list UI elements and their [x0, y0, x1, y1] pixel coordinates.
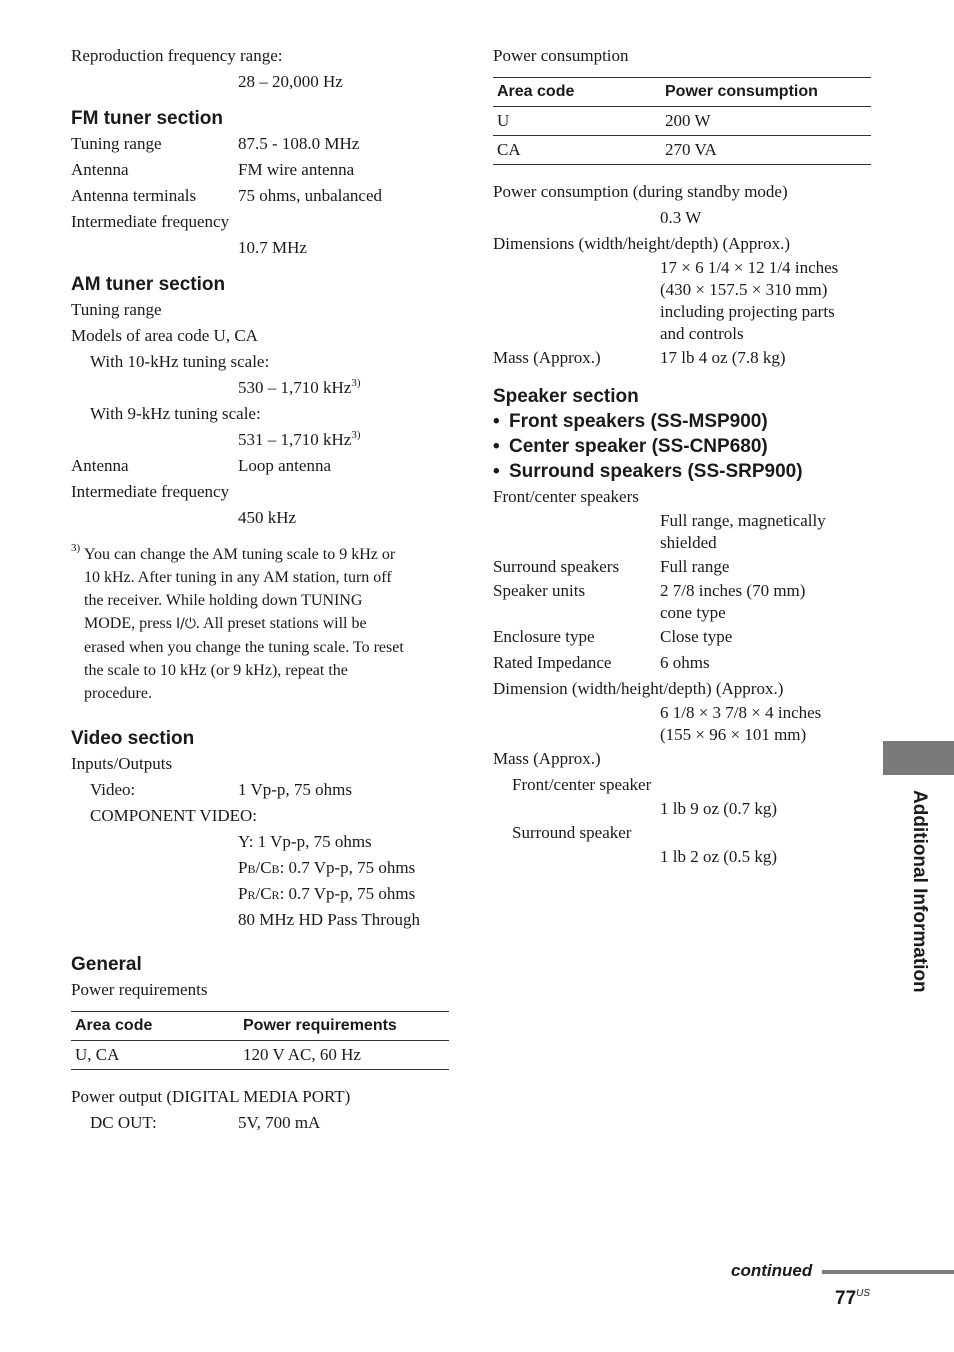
- spec-label: Surround speaker: [512, 823, 632, 842]
- spec-value-text: 531 – 1,710 kHz: [238, 430, 352, 449]
- spec-value: Close type: [660, 627, 733, 646]
- spec-value: 10.7 MHz: [238, 238, 307, 257]
- spec-text: P: [238, 858, 248, 877]
- spec-row: [71, 349, 449, 375]
- spec-label: Front/center speaker: [512, 775, 652, 794]
- spec-value: [238, 427, 361, 453]
- spec-value: 2 7/8 inches (70 mm): [660, 581, 806, 600]
- spec-value: 87.5 - 108.0 MHz: [238, 134, 360, 153]
- table-row: [493, 107, 871, 136]
- spec-row: [71, 43, 449, 69]
- spec-row: [493, 484, 871, 510]
- spec-value: 17 lb 4 oz (7.8 kg): [660, 348, 786, 367]
- bullet-item: [493, 459, 871, 484]
- spec-row: [71, 323, 449, 349]
- section-heading-fm: FM tuner section: [71, 108, 224, 129]
- spec-label: With 10-kHz tuning scale:: [90, 352, 270, 371]
- table-header-row: [71, 1012, 449, 1041]
- spec-value: 450 kHz: [238, 508, 297, 527]
- continued-bar: [822, 1270, 954, 1274]
- spec-row: [71, 427, 449, 453]
- bullet-item: [493, 409, 871, 434]
- spec-row: [71, 803, 449, 829]
- spec-value: (155 × 96 × 101 mm): [660, 725, 807, 744]
- spec-label: Models of area code U, CA: [71, 326, 258, 345]
- spec-label: Antenna terminals: [71, 186, 197, 205]
- spec-row: [493, 650, 871, 676]
- spec-row: [493, 279, 871, 301]
- spec-value: 6 ohms: [660, 653, 710, 672]
- spec-label: Inputs/Outputs: [71, 754, 173, 773]
- section-heading-general: General: [71, 954, 142, 975]
- spec-text: P: [238, 884, 248, 903]
- spec-row: [71, 751, 449, 777]
- table-cell: U: [493, 107, 661, 136]
- spec-value: 75 ohms, unbalanced: [238, 186, 382, 205]
- spec-row: [493, 846, 871, 868]
- left-column: [71, 43, 449, 1136]
- section-heading-am: AM tuner section: [71, 274, 226, 295]
- table-row: [493, 136, 871, 165]
- section-heading-video: Video section: [71, 728, 195, 749]
- footnote-ref: 3): [351, 377, 361, 389]
- spec-label: Tuning range: [71, 134, 162, 153]
- spec-label: Antenna: [71, 456, 129, 475]
- table-cell: U, CA: [71, 1041, 239, 1070]
- footnote-text: . All preset stations will be: [195, 615, 367, 632]
- spec-row: [493, 205, 871, 231]
- spec-text: /C: [255, 858, 272, 877]
- footnote-line: [84, 612, 449, 636]
- table-cell: 120 V AC, 60 Hz: [239, 1041, 449, 1070]
- spec-label: Mass (Approx.): [493, 348, 601, 367]
- spec-value: 6 1/8 × 3 7/8 × 4 inches: [660, 703, 822, 722]
- spec-label: Intermediate frequency: [71, 482, 230, 501]
- spec-text: R: [271, 888, 280, 902]
- bullet-item: [493, 434, 871, 459]
- spec-row: [493, 798, 871, 820]
- spec-row: [71, 297, 449, 323]
- spec-value: 1 Vp-p, 75 ohms: [238, 780, 352, 799]
- spec-row: [493, 772, 871, 798]
- spec-row: [71, 235, 449, 261]
- footnote-line: the receiver. While holding down TUNING: [84, 592, 363, 609]
- footnote-line: procedure.: [84, 685, 152, 702]
- spec-value: [238, 881, 415, 908]
- table-row: [71, 1041, 449, 1070]
- spec-row: [71, 505, 449, 531]
- spec-row: [71, 777, 449, 803]
- spec-row: [493, 43, 871, 69]
- spec-label: Rated Impedance: [493, 653, 612, 672]
- spec-value: 0.3 W: [660, 208, 702, 227]
- table-header: Power requirements: [239, 1012, 449, 1041]
- spec-value: Full range: [660, 557, 730, 576]
- spec-row: [493, 624, 871, 650]
- bullet-text: Surround speakers (SS-SRP900): [509, 461, 803, 482]
- spec-text: B: [271, 862, 280, 876]
- spec-label: Dimensions (width/height/depth) (Approx.): [493, 234, 790, 253]
- bullet-text: Front speakers (SS-MSP900): [509, 411, 768, 432]
- spec-row: [71, 855, 449, 881]
- spec-label: Power output (DIGITAL MEDIA PORT): [71, 1087, 351, 1106]
- spec-row: [493, 724, 871, 746]
- power-icon: I/⏻: [176, 616, 196, 632]
- spec-value: cone type: [660, 603, 726, 622]
- spec-label: Speaker units: [493, 581, 586, 600]
- spec-row: [493, 179, 871, 205]
- spec-value: shielded: [660, 533, 717, 552]
- power-requirements-table: [71, 1011, 449, 1070]
- spec-label: Antenna: [71, 160, 129, 179]
- side-tab-label: Additional Information: [909, 790, 930, 993]
- spec-row: [493, 510, 871, 532]
- spec-label: Intermediate frequency: [71, 212, 230, 231]
- spec-value: 5V, 700 mA: [238, 1113, 321, 1132]
- right-column: [493, 43, 871, 868]
- spec-row: [493, 820, 871, 846]
- spec-label: Video:: [90, 780, 136, 799]
- page-number-text: 77: [835, 1288, 857, 1309]
- footnote-line: 10 kHz. After tuning in any AM station, turn off: [84, 569, 392, 586]
- continued-label: continued: [731, 1261, 813, 1280]
- spec-label: With 9-kHz tuning scale:: [90, 404, 261, 423]
- spec-row: [493, 580, 871, 602]
- spec-label: Front/center speakers: [493, 487, 639, 506]
- spec-label: Mass (Approx.): [493, 749, 601, 768]
- spec-row: [71, 157, 449, 183]
- spec-label: Power consumption (during standby mode): [493, 182, 788, 201]
- spec-value: including projecting parts: [660, 302, 835, 321]
- spec-label: Surround speakers: [493, 557, 620, 576]
- bullet-icon: •: [493, 461, 500, 482]
- spec-label: Reproduction frequency range:: [71, 46, 283, 65]
- spec-text: : 0.7 Vp-p, 75 ohms: [279, 858, 416, 877]
- spec-row: [493, 231, 871, 257]
- spec-value: [238, 855, 415, 882]
- spec-label: Dimension (width/height/depth) (Approx.): [493, 679, 784, 698]
- spec-row: [71, 977, 449, 1003]
- spec-row: [493, 532, 871, 554]
- spec-value: [238, 375, 361, 401]
- table-header: Area code: [71, 1012, 239, 1041]
- spec-row: [71, 453, 449, 479]
- spec-value-text: 530 – 1,710 kHz: [238, 378, 352, 397]
- spec-row: [71, 401, 449, 427]
- spec-row: [71, 209, 449, 235]
- spec-row: [71, 479, 449, 505]
- table-header: Power consumption: [661, 78, 871, 107]
- spec-row: [493, 554, 871, 580]
- bullet-text: Center speaker (SS-CNP680): [509, 436, 768, 457]
- spec-row: [71, 881, 449, 907]
- spec-label: Tuning range: [71, 300, 162, 319]
- page-suffix: US: [856, 1288, 871, 1299]
- spec-row: [71, 69, 449, 95]
- spec-row: [71, 375, 449, 401]
- spec-row: [493, 746, 871, 772]
- footnote-ref: 3): [351, 429, 361, 441]
- spec-text: B: [247, 862, 256, 876]
- footnote-line: the scale to 10 kHz (or 9 kHz), repeat the: [84, 662, 348, 679]
- footnote-line: You can change the AM tuning scale to 9 kHz or: [84, 546, 396, 563]
- footnote-mark: 3): [71, 542, 81, 554]
- spec-value: (430 × 157.5 × 310 mm): [660, 280, 828, 299]
- spec-row: [493, 301, 871, 323]
- spec-text: /C: [255, 884, 272, 903]
- page-number: [835, 1281, 870, 1312]
- spec-row: [493, 323, 871, 345]
- spec-row: [71, 829, 449, 855]
- table-cell: 270 VA: [661, 136, 871, 165]
- spec-value: 28 – 20,000 Hz: [238, 72, 343, 91]
- spec-label: Power consumption: [493, 46, 629, 65]
- footnote-line: erased when you change the tuning scale. To reset: [84, 639, 404, 656]
- spec-value: 80 MHz HD Pass Through: [238, 910, 420, 929]
- spec-value: and controls: [660, 324, 744, 343]
- spec-value: 1 lb 9 oz (0.7 kg): [660, 799, 778, 818]
- table-header: Area code: [493, 78, 661, 107]
- spec-text: : 0.7 Vp-p, 75 ohms: [279, 884, 416, 903]
- spec-row: [493, 345, 871, 371]
- table-cell: 200 W: [661, 107, 871, 136]
- spec-row: [493, 257, 871, 279]
- spec-value: 1 lb 2 oz (0.5 kg): [660, 847, 778, 866]
- footnote: [71, 543, 449, 705]
- footnote-text: MODE, press: [84, 615, 176, 632]
- spec-row: [71, 1110, 449, 1136]
- spec-value: Full range, magnetically: [660, 511, 826, 530]
- spec-label: COMPONENT VIDEO:: [90, 806, 258, 825]
- table-cell: CA: [493, 136, 661, 165]
- bullet-icon: •: [493, 436, 500, 457]
- section-heading-speaker: Speaker section: [493, 386, 639, 407]
- bullet-icon: •: [493, 411, 500, 432]
- power-consumption-table: [493, 77, 871, 165]
- spec-value: 17 × 6 1/4 × 12 1/4 inches: [660, 258, 839, 277]
- spec-text: R: [247, 888, 256, 902]
- spec-row: [493, 676, 871, 702]
- spec-row: [71, 131, 449, 157]
- spec-row: [71, 907, 449, 933]
- spec-row: [493, 602, 871, 624]
- table-header-row: [493, 78, 871, 107]
- spec-label: Enclosure type: [493, 627, 595, 646]
- spec-label: Power requirements: [71, 980, 208, 999]
- spec-row: [71, 1084, 449, 1110]
- spec-value: Y: 1 Vp-p, 75 ohms: [238, 832, 372, 851]
- side-tab-marker: [883, 741, 954, 775]
- spec-value: Loop antenna: [238, 456, 331, 475]
- spec-row: [493, 702, 871, 724]
- spec-row: [71, 183, 449, 209]
- spec-value: FM wire antenna: [238, 160, 355, 179]
- spec-label: DC OUT:: [90, 1113, 157, 1132]
